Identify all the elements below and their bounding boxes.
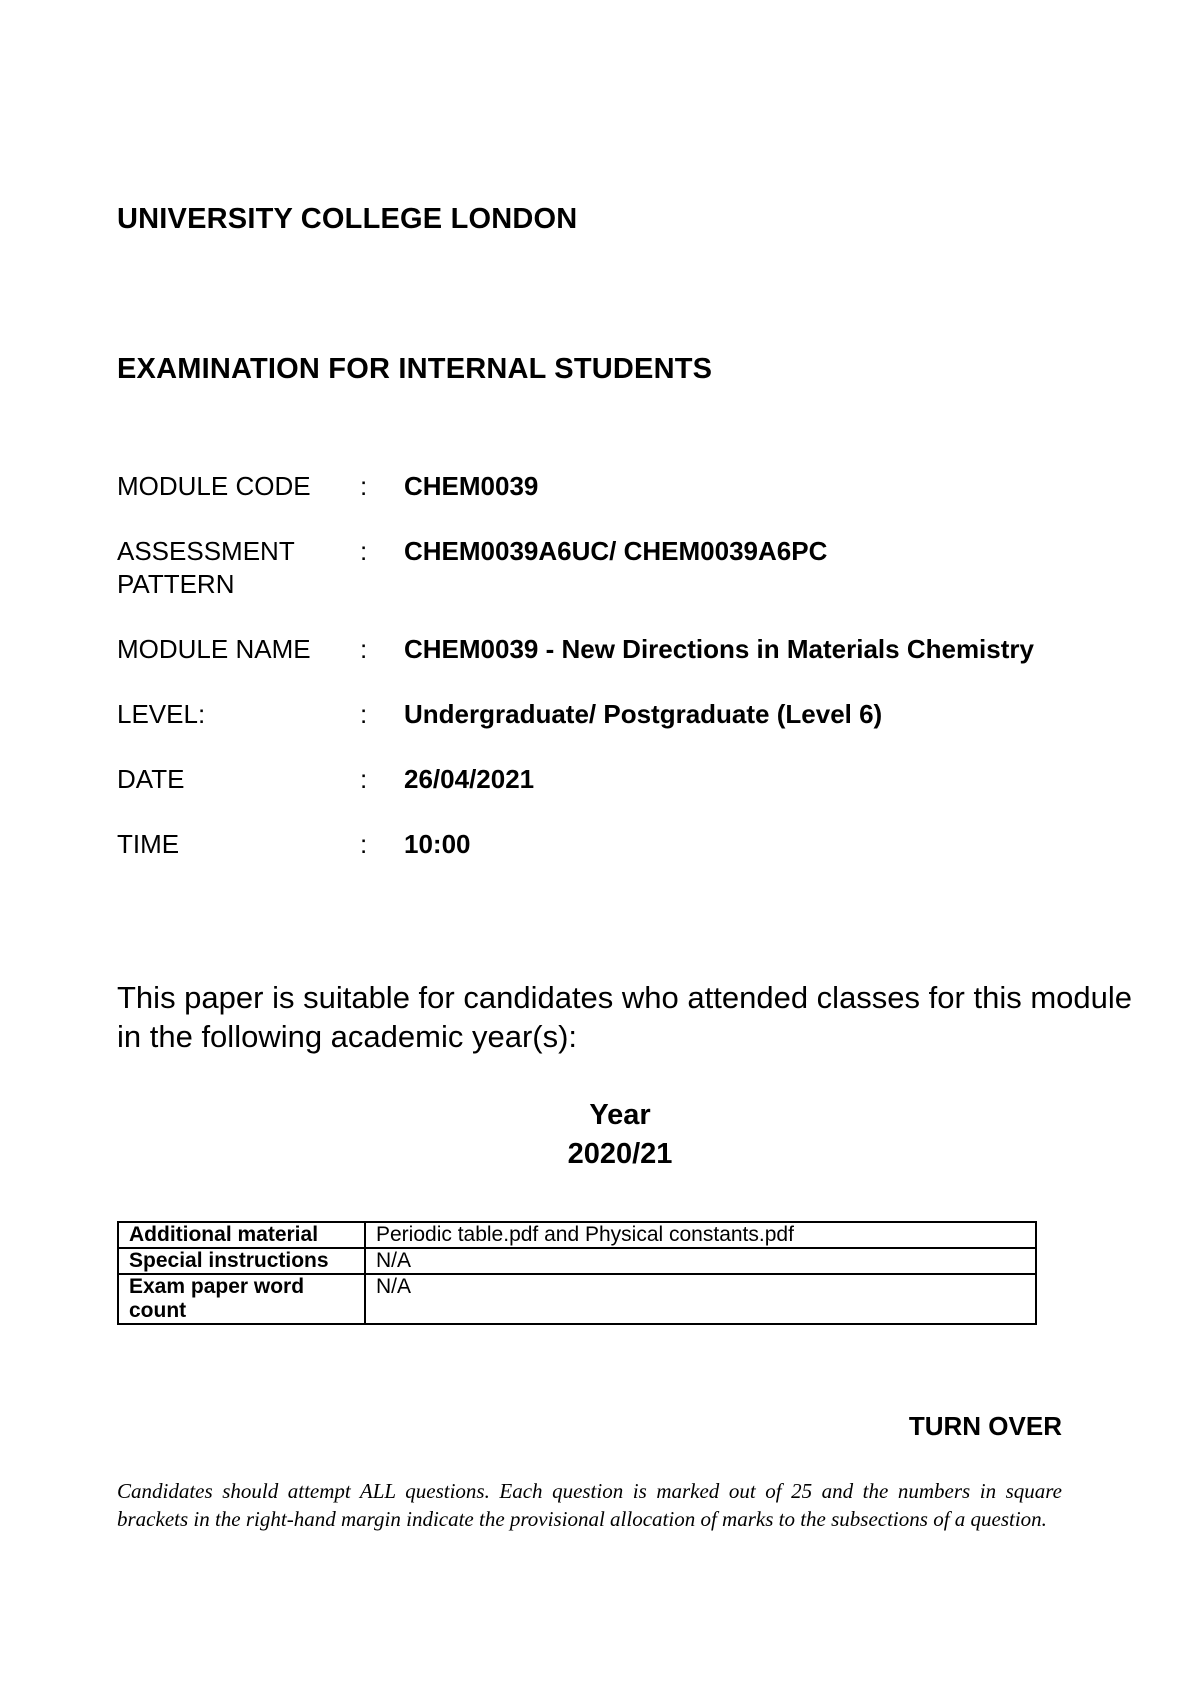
detail-colon: : bbox=[360, 471, 368, 501]
exam-title: EXAMINATION FOR INTERNAL STUDENTS bbox=[117, 353, 713, 385]
info-key: Exam paper word count bbox=[118, 1274, 365, 1324]
institution-heading: UNIVERSITY COLLEGE LONDON bbox=[117, 203, 578, 235]
detail-colon: : bbox=[360, 699, 368, 729]
info-key: Special instructions bbox=[118, 1248, 365, 1274]
exam-info-table bbox=[117, 1221, 1037, 1325]
detail-value: CHEM0039 - New Directions in Materials Chemistry bbox=[404, 634, 1034, 664]
detail-colon: : bbox=[360, 634, 368, 664]
detail-colon: : bbox=[360, 536, 368, 566]
detail-label: MODULE NAME bbox=[117, 634, 311, 664]
detail-value: Undergraduate/ Postgraduate (Level 6) bbox=[404, 699, 883, 729]
detail-label: TIME bbox=[117, 829, 180, 859]
info-value: Periodic table.pdf and Physical constants.pdf bbox=[365, 1222, 1036, 1248]
info-value: N/A bbox=[365, 1248, 1036, 1274]
turn-over-label: TURN OVER bbox=[908, 1411, 1062, 1441]
suitability-statement: This paper is suitable for candidates who attended classes for this module in the following academic year(s): bbox=[117, 980, 1132, 1054]
detail-value: CHEM0039 bbox=[404, 471, 539, 501]
detail-value: 10:00 bbox=[404, 829, 471, 859]
candidate-instructions: Candidates should attempt ALL questions. Each question is marked out of 25 and the numbers in square brackets in the right-hand margin indicate the provisional allocation of marks to the subsections of a question. bbox=[117, 1479, 1062, 1531]
detail-value: 26/04/2021 bbox=[404, 764, 535, 794]
info-key: Additional material bbox=[118, 1222, 365, 1248]
detail-value: CHEM0039A6UC/ CHEM0039A6PC bbox=[404, 536, 828, 566]
year-label: Year bbox=[589, 1099, 651, 1131]
detail-label: DATE bbox=[117, 764, 185, 794]
detail-label: ASSESSMENT PATTERN bbox=[117, 536, 295, 599]
table-row bbox=[118, 1274, 1036, 1324]
detail-label: LEVEL: bbox=[117, 699, 206, 729]
table-row bbox=[118, 1248, 1036, 1274]
academic-year: 2020/21 bbox=[567, 1138, 673, 1170]
detail-colon: : bbox=[360, 829, 368, 859]
detail-label: MODULE CODE bbox=[117, 471, 311, 501]
detail-colon: : bbox=[360, 764, 368, 794]
table-row bbox=[118, 1222, 1036, 1248]
info-value: N/A bbox=[365, 1274, 1036, 1324]
